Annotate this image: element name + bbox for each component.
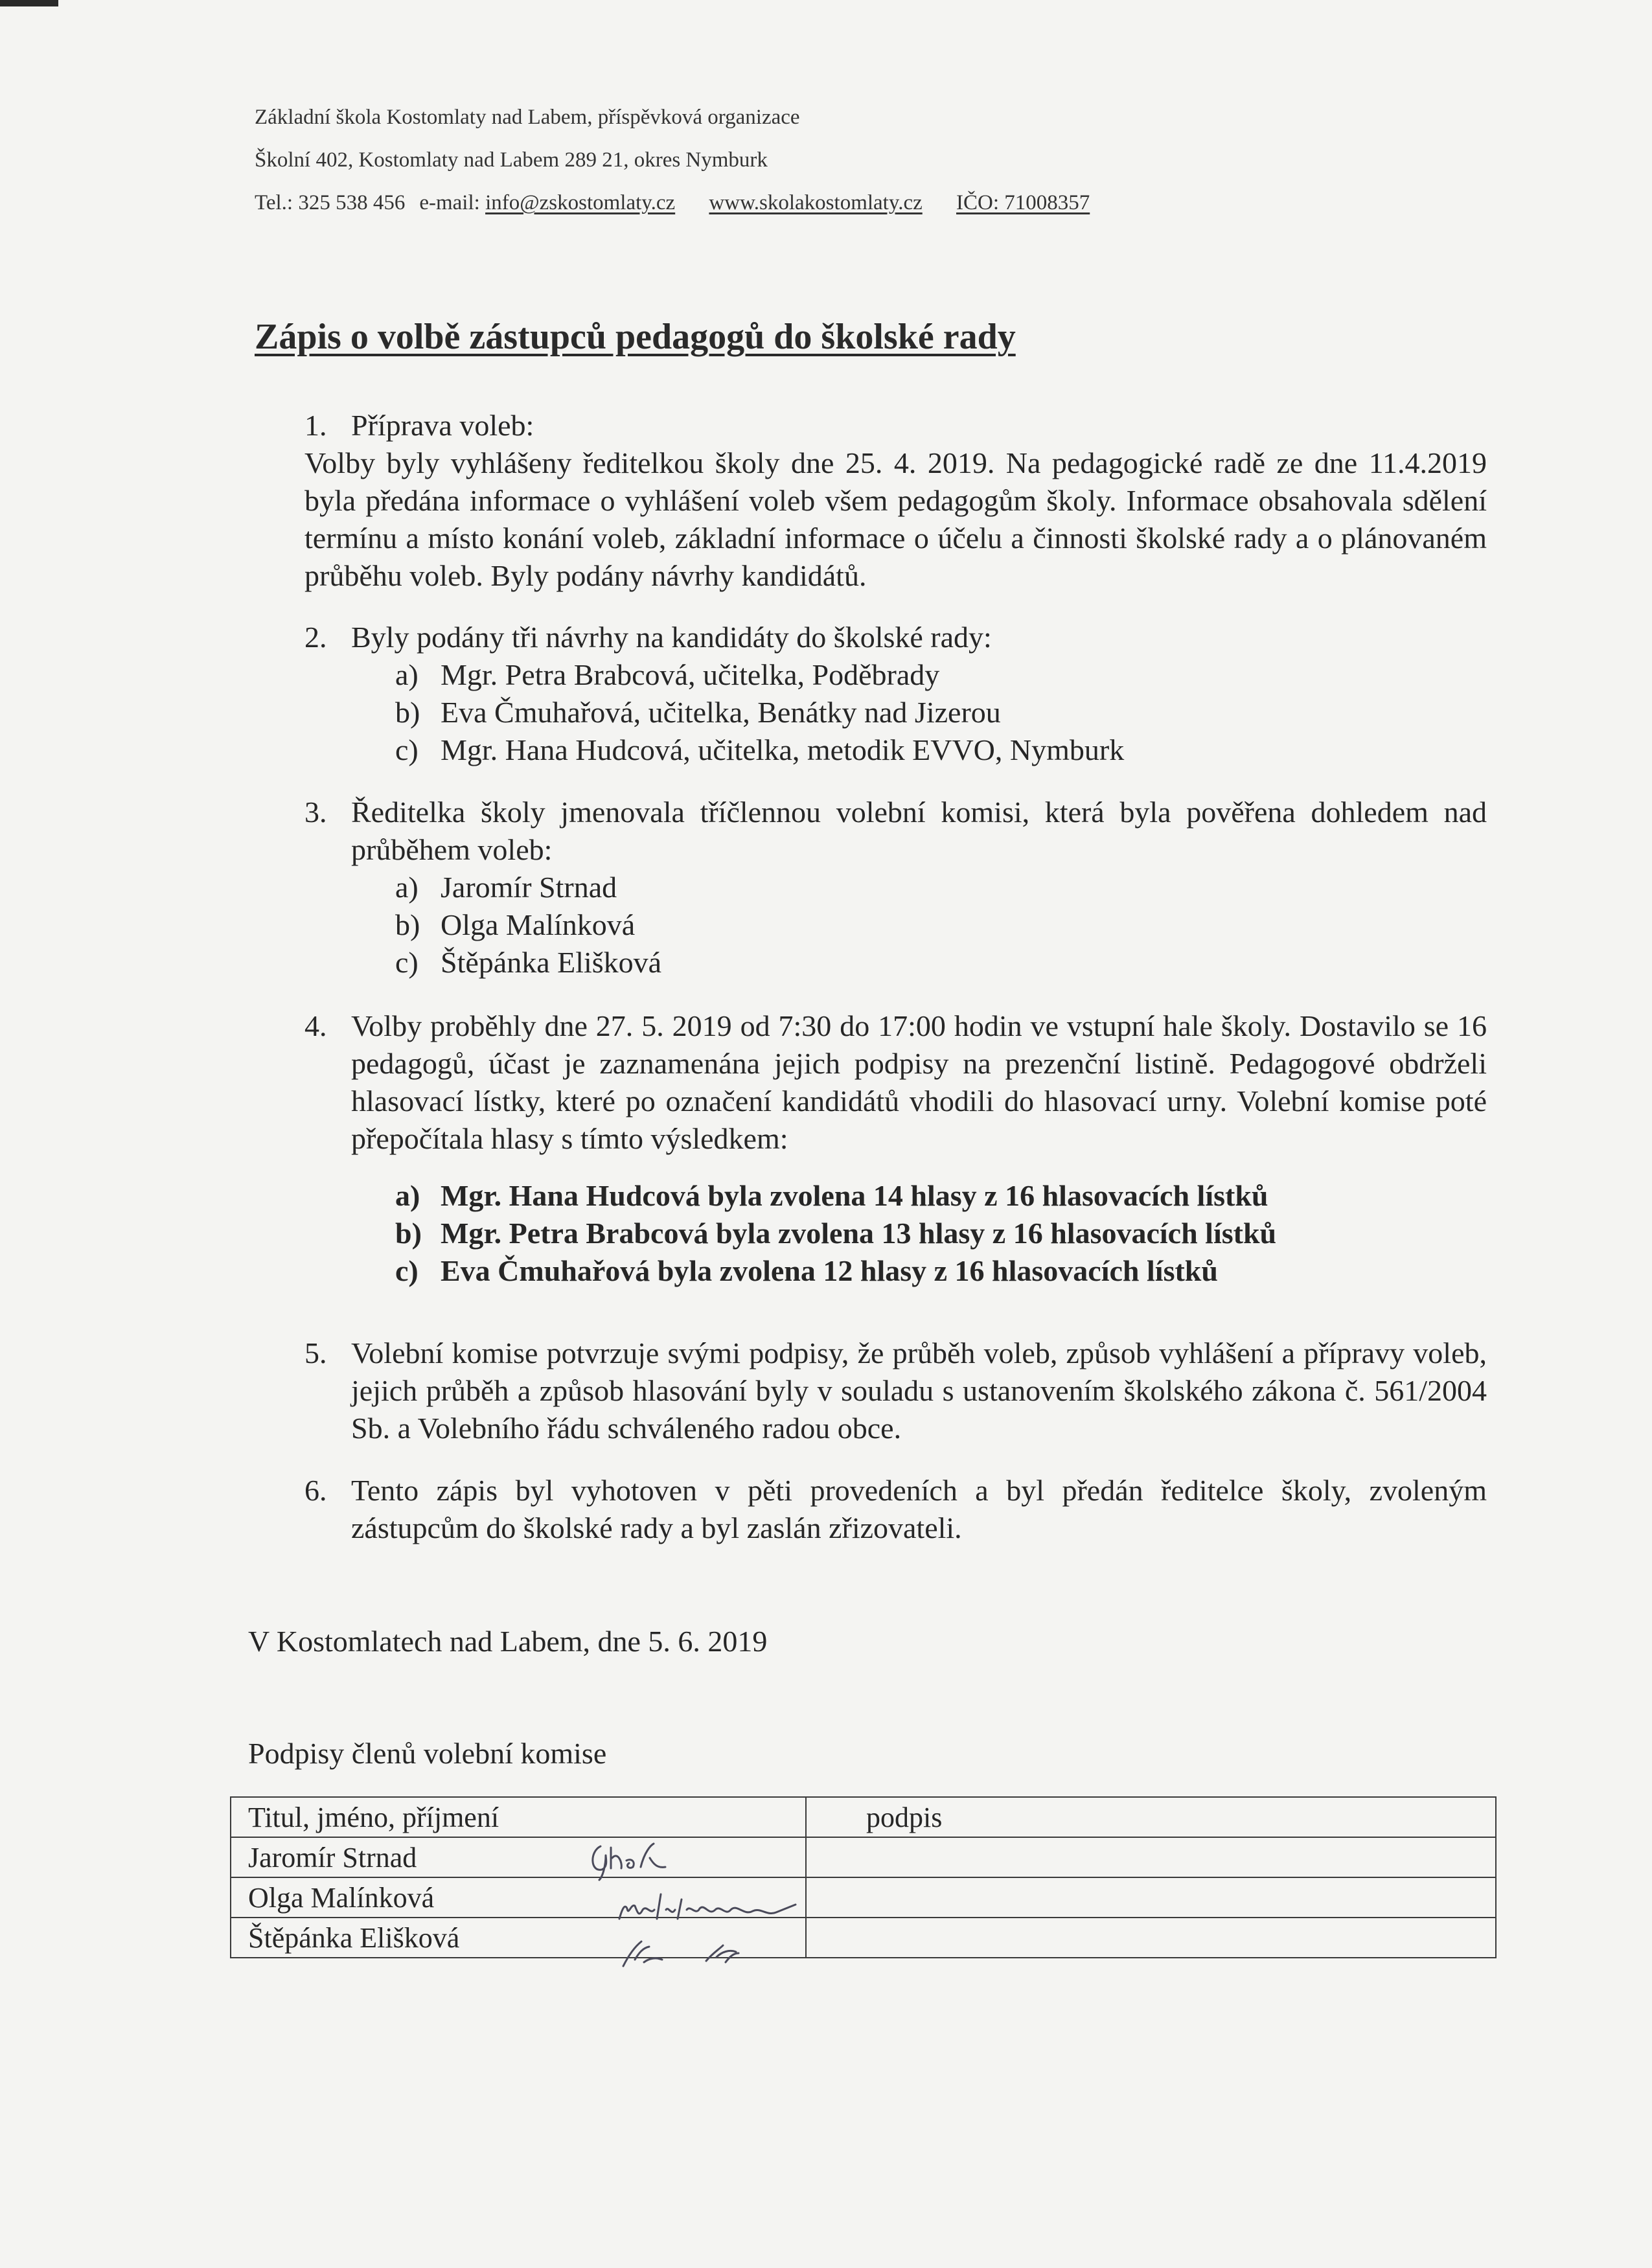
signatures-title: Podpisy členů volební komise bbox=[248, 1737, 607, 1770]
table-header-row bbox=[231, 1797, 1496, 1837]
signature-table bbox=[230, 1796, 1497, 1958]
section-number: 4. bbox=[304, 1009, 327, 1042]
letterhead bbox=[255, 96, 1291, 224]
candidate-item: a) Mgr. Petra Brabcová, učitelka, Poděbrady bbox=[395, 658, 940, 691]
section-3 bbox=[304, 794, 1487, 981]
section-heading: Příprava voleb: bbox=[351, 409, 534, 442]
section-number: 2. bbox=[304, 621, 327, 654]
section-number: 5. bbox=[304, 1336, 327, 1369]
document-title: Zápis o volbě zástupců pedagogů do školské rady bbox=[255, 317, 1016, 357]
member-name: Štěpánka Elišková bbox=[231, 1918, 806, 1958]
member-name: Jaromír Strnad bbox=[231, 1837, 806, 1877]
column-header-name: Titul, jméno, příjmení bbox=[231, 1797, 806, 1837]
signature-cell bbox=[806, 1877, 1496, 1918]
table-row bbox=[231, 1918, 1496, 1958]
result-item: b) Mgr. Petra Brabcová byla zvolena 13 hlasy z 16 hlasovacích lístků bbox=[395, 1217, 1277, 1250]
signature-strnad bbox=[586, 1838, 716, 1884]
contact-line bbox=[255, 181, 1291, 224]
result-item: a) Mgr. Hana Hudcová byla zvolena 14 hlasy z 16 hlasovacích lístků bbox=[395, 1179, 1268, 1212]
section-1 bbox=[304, 407, 1487, 595]
email-link[interactable]: info@zskostomlaty.cz bbox=[485, 191, 676, 214]
section-5 bbox=[304, 1334, 1487, 1447]
table-row bbox=[231, 1837, 1496, 1877]
section-number: 1. bbox=[304, 409, 327, 442]
web-link[interactable]: www.skolakostomlaty.cz bbox=[709, 191, 923, 214]
commission-member: c) Štěpánka Elišková bbox=[395, 946, 662, 979]
election-results bbox=[395, 1177, 1487, 1290]
email-label: e-mail: bbox=[419, 191, 480, 214]
table-row bbox=[231, 1877, 1496, 1918]
signature-cell bbox=[806, 1837, 1496, 1877]
ico: IČO: 71008357 bbox=[956, 191, 1090, 214]
candidate-item: b) Eva Čmuhařová, učitelka, Benátky nad Jizerou bbox=[395, 696, 1001, 729]
section-text: Volební komise potvrzuje svými podpisy, že průběh voleb, způsob vyhlášení a přípravy voleb, jejich průběh a způsob hlasování byly v souladu s ustanovením školského zákona č. 561/2004 Sb. a Volebního řádu schváleného radou obce. bbox=[351, 1336, 1487, 1445]
signature-malinkova bbox=[614, 1890, 847, 1929]
section-number: 6. bbox=[304, 1474, 327, 1507]
school-name: Základní škola Kostomlaty nad Labem, příspěvková organizace bbox=[255, 106, 800, 129]
member-name: Olga Malínková bbox=[231, 1877, 806, 1918]
result-item: c) Eva Čmuhařová byla zvolena 12 hlasy z 16 hlasovacích lístků bbox=[395, 1254, 1218, 1287]
commission-member: b) Olga Malínková bbox=[395, 908, 636, 941]
section-number: 3. bbox=[304, 796, 327, 829]
column-header-signature: podpis bbox=[806, 1797, 1496, 1837]
section-text: Tento zápis byl vyhotoven v pěti provedeních a byl předán ředitelce školy, zvoleným zástupcům do školské rady a byl zaslán zřizovateli. bbox=[351, 1474, 1487, 1544]
section-text: Volby byly vyhlášeny ředitelkou školy dne 25. 4. 2019. Na pedagogické radě ze dne 11.4.2019 byla předána informace o vyhlášení voleb všem pedagogům školy. Informace obsahovala sdělení termínu a místo konání voleb, základní informace o účelu a činnosti školské rady a o plánovaném průběhu voleb. Byly podány návrhy kandidátů. bbox=[304, 446, 1487, 592]
scan-edge-mark bbox=[0, 0, 58, 6]
section-4 bbox=[304, 1007, 1487, 1290]
section-text: Volby proběhly dne 27. 5. 2019 od 7:30 do 17:00 hodin ve vstupní hale školy. Dostavilo se 16 pedagogů, účast je zaznamenána jejich podpisy na prezenční listině. Pedagogové obdrželi hlasovací lístky, které po označení kandidátů vhodili do hlasovací urny. Volební komise poté přepočítala hlasy s tímto výsledkem: bbox=[351, 1009, 1487, 1155]
phone: Tel.: 325 538 456 bbox=[255, 191, 406, 214]
candidate-item: c) Mgr. Hana Hudcová, učitelka, metodik EVVO, Nymburk bbox=[395, 733, 1125, 766]
commission-member: a) Jaromír Strnad bbox=[395, 871, 617, 904]
place-and-date: V Kostomlatech nad Labem, dne 5. 6. 2019 bbox=[248, 1625, 768, 1658]
signature-eliskova bbox=[615, 1934, 784, 1973]
section-text: Ředitelka školy jmenovala tříčlennou volební komisi, která byla pověřena dohledem nad průběhem voleb: bbox=[351, 796, 1487, 866]
section-text: Byly podány tři návrhy na kandidáty do školské rady: bbox=[351, 621, 992, 654]
section-2 bbox=[304, 619, 1487, 769]
signature-cell bbox=[806, 1918, 1496, 1958]
school-address: Školní 402, Kostomlaty nad Labem 289 21, okres Nymburk bbox=[255, 148, 768, 172]
section-6 bbox=[304, 1472, 1487, 1547]
